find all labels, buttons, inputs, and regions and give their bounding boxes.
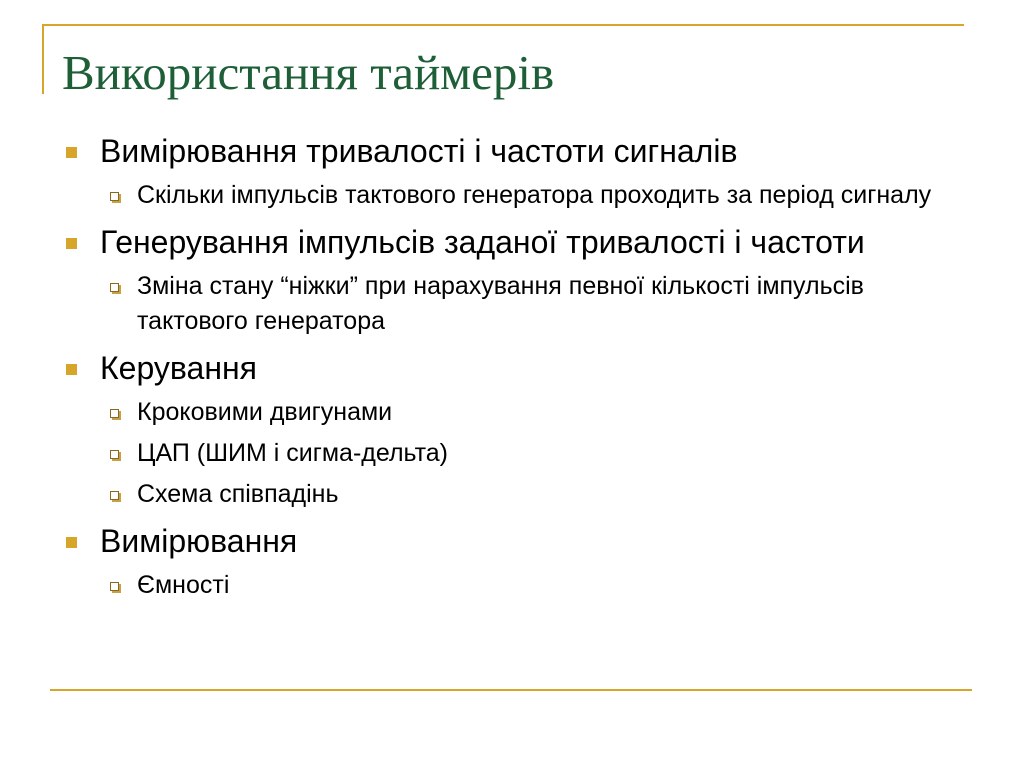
sublist-item-text: Зміна стану “ніжки” при нарахування певної кількості імпульсів тактового генератора [137,272,864,335]
sublist-item-text: ЦАП (ШИМ і сигма-дельта) [137,439,448,467]
list-item-text: Керування [100,350,257,386]
hollow-square-bullet-icon [110,409,119,418]
list-item-text: Вимірювання тривалості і частоти сигналів [100,133,738,169]
slide-title: Використання таймерів [62,45,555,100]
sublist [62,178,942,213]
hollow-square-bullet-icon [110,192,119,201]
sublist-item [62,269,942,339]
list-item-measurement [62,520,942,562]
sublist [62,395,942,512]
list-item-control [62,347,942,389]
left-border-line [42,24,44,94]
sublist-item [62,178,942,213]
top-border-line [42,24,964,26]
list-item-measure-duration [62,130,942,172]
hollow-square-bullet-icon [110,491,119,500]
sublist [62,568,942,603]
sublist-item [62,477,942,512]
sublist [62,269,942,339]
bottom-border-line [50,689,972,691]
square-bullet-icon [66,364,77,375]
hollow-square-bullet-icon [110,582,119,591]
sublist-item-text: Кроковими двигунами [137,398,393,426]
sublist-item [62,436,942,471]
sublist-item [62,568,942,603]
sublist-item-text: Ємності [137,571,230,599]
list-item-text: Вимірювання [100,523,298,559]
sublist-item-text: Скільки імпульсів тактового генератора проходить за період сигналу [137,181,932,209]
sublist-item [62,395,942,430]
list-item-generate-pulses [62,221,942,263]
square-bullet-icon [66,537,77,548]
square-bullet-icon [66,238,77,249]
list-item-text: Генерування імпульсів заданої тривалості і частоти [100,224,865,260]
hollow-square-bullet-icon [110,450,119,459]
bullet-list [62,130,942,603]
hollow-square-bullet-icon [110,283,119,292]
square-bullet-icon [66,147,77,158]
sublist-item-text: Схема співпадінь [137,480,339,508]
